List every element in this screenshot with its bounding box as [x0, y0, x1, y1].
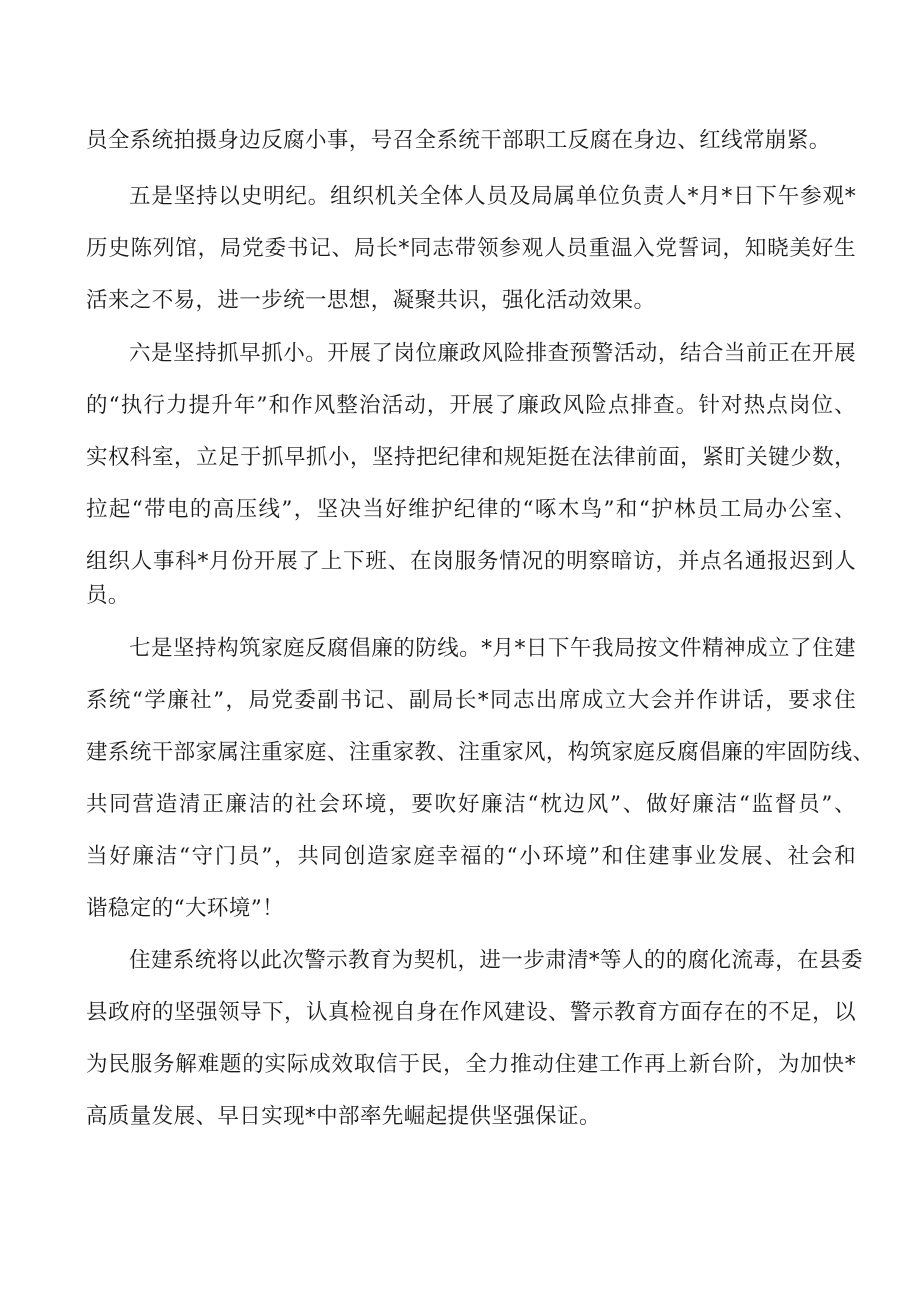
paragraph-line: 高质量发展、早日实现*中部率先崛起提供坚强保证。 [86, 1104, 601, 1129]
paragraph-line: 系统“学廉社”，局党委副书记、副局长*同志出席成立大会并作讲话，要求住 [86, 688, 856, 713]
paragraph-line: 住建系统将以此次警示教育为契机，进一步肃清*等人的的腐化流毒，在县委 [129, 948, 863, 973]
paragraph-line: 五是坚持以史明纪。组织机关全体人员及局属单位负责人*月*日下午参观* [129, 184, 856, 209]
paragraph-line: 实权科室，立足于抓早抓小，坚持把纪律和规矩挺在法律前面，紧盯关键少数， [86, 445, 856, 470]
paragraph-line: 当好廉洁“守门员”，共同创造家庭幸福的“小环境”和住建事业发展、社会和 [86, 844, 856, 869]
paragraph-line: 活来之不易，进一步统一思想，凝聚共识，强化活动效果。 [86, 288, 656, 313]
paragraph-line: 组织人事科*月份开展了上下班、在岗服务情况的明察暗访，并点名通报迟到人 [86, 549, 856, 574]
paragraph-line: 七是坚持构筑家庭反腐倡廉的防线。*月*日下午我局按文件精神成立了住建 [129, 636, 856, 661]
paragraph-line: 建系统干部家属注重家庭、注重家教、注重家风，构筑家庭反腐倡廉的牢固防线、 [86, 740, 875, 765]
paragraph-line: 县政府的坚强领导下，认真检视自身在作风建设、警示教育方面存在的不足，以 [86, 1000, 856, 1025]
paragraph-line: 员。 [86, 583, 130, 608]
paragraph-line: 谐稳定的“大环境”！ [86, 896, 284, 921]
paragraph-line: 六是坚持抓早抓小。开展了岗位廉政风险排查预警活动，结合当前正在开展 [129, 341, 856, 366]
paragraph-line: 历史陈列馆，局党委书记、局长*同志带领参观人员重温入党誓词，知晓美好生 [86, 236, 856, 261]
paragraph-line: 的“执行力提升年”和作风整治活动，开展了廉政风险点排查。针对热点岗位、 [86, 393, 856, 418]
paragraph-line: 共同营造清正廉洁的社会环境，要吹好廉洁“枕边风”、做好廉洁“监督员”、 [86, 792, 856, 817]
paragraph-line: 为民服务解难题的实际成效取信于民，全力推动住建工作再上新台阶，为加快* [86, 1052, 856, 1077]
paragraph-line: 员全系统拍摄身边反腐小事，号召全系统干部职工反腐在身边、红线常崩紧。 [86, 128, 831, 153]
paragraph-line: 拉起“带电的高压线”，坚决当好维护纪律的“啄木鸟”和“护林员工局办公室、 [86, 497, 856, 522]
